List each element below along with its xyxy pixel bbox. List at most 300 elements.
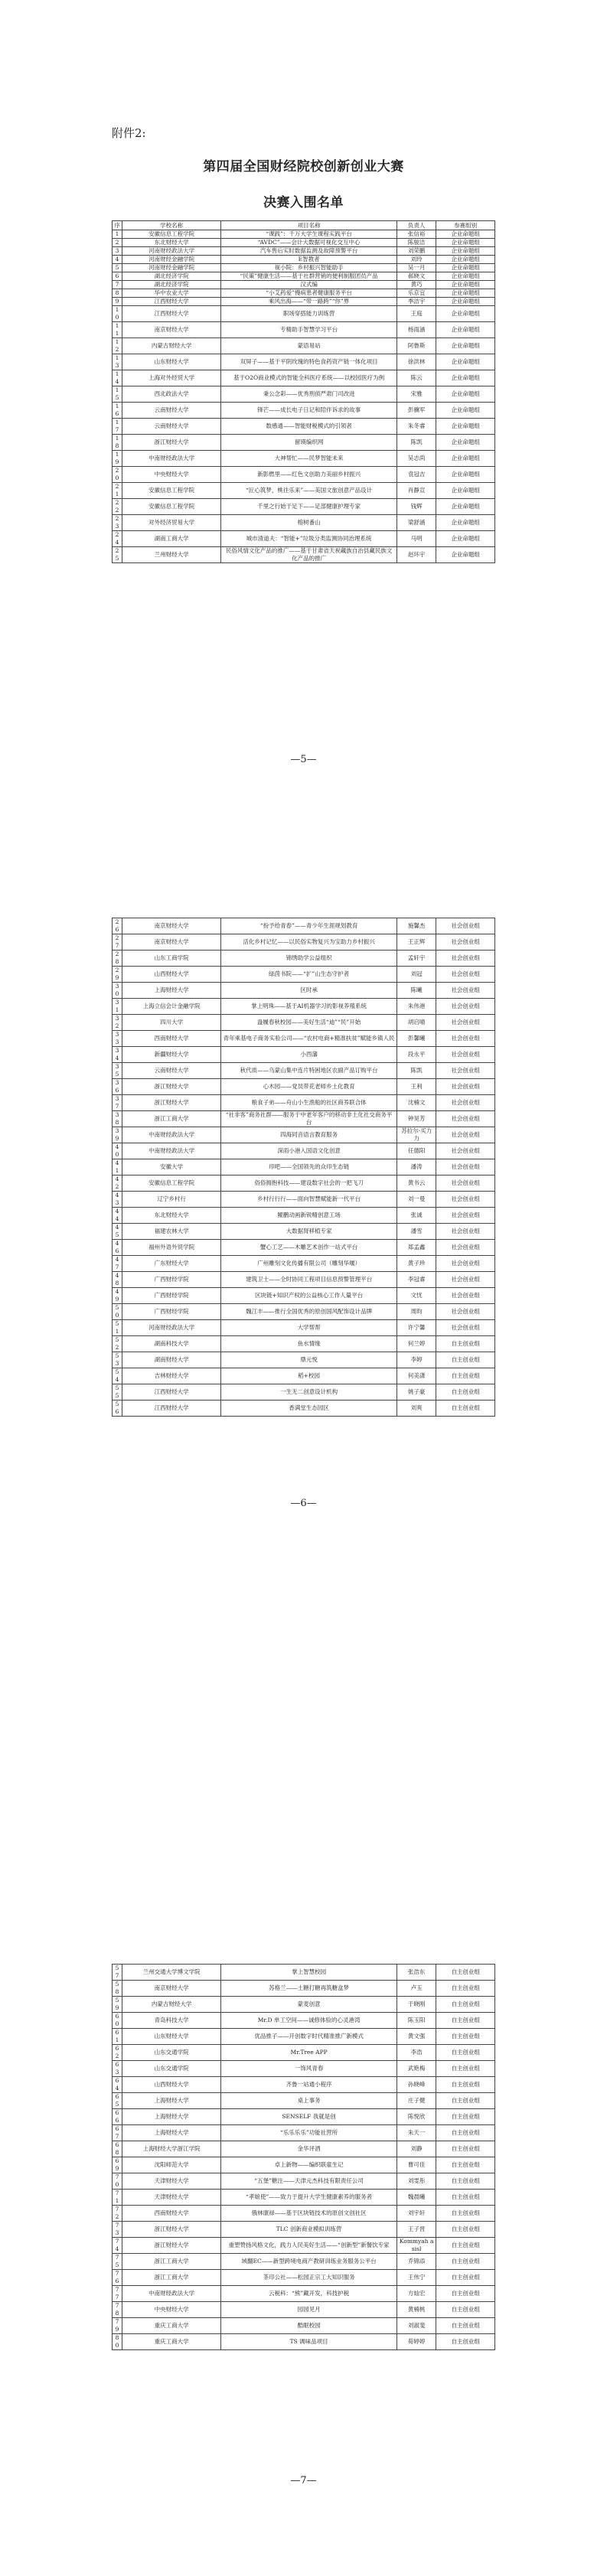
table-row	[113, 1981, 495, 1997]
cell-number: 58	[113, 1981, 122, 1997]
cell-category: 社会创业组	[436, 934, 495, 951]
cell-number: 18	[113, 435, 122, 451]
cell-school: 浙江财经大学	[122, 2222, 221, 2238]
cell-project: 粮食子弟——舟山小生渔船的社区商养联合体	[221, 1095, 397, 1111]
cell-number: 4	[113, 256, 122, 264]
cell-project: 魏江丰——推行全国优秀的原创国风配饰设计品牌	[221, 1304, 397, 1320]
cell-project: 金华评酒	[221, 2141, 397, 2157]
cell-project: 鲲鹏动画新锐精创意工场	[221, 1208, 397, 1224]
cell-leader: 沈楠文	[397, 1095, 436, 1111]
cell-category: 企业命题组	[436, 451, 495, 467]
cell-category: 自主创业组	[436, 2157, 495, 2173]
cell-number: 31	[113, 999, 122, 1015]
cell-project: 榕树番山	[221, 515, 397, 531]
cell-number: 14	[113, 370, 122, 386]
cell-project: 秉公念彩——优秀刑侦严肃门司改进	[221, 386, 397, 403]
cell-number: 23	[113, 515, 122, 531]
cell-number: 29	[113, 967, 122, 983]
cell-number: 41	[113, 1159, 122, 1176]
cell-school: 安徽信息工程学院	[122, 1176, 221, 1192]
cell-leader: 王庭	[397, 306, 436, 322]
cell-leader: 刘宇轩	[397, 2206, 436, 2222]
cell-school: 中央财经大学	[122, 2302, 221, 2318]
cell-number: 27	[113, 934, 122, 951]
table-row	[113, 1304, 495, 1320]
table-row	[113, 547, 495, 563]
cell-project: 大神帮忙——民梦智能未来	[221, 451, 397, 467]
table-row	[113, 1031, 495, 1047]
table-row	[113, 2270, 495, 2286]
cell-project: E智教者	[221, 256, 397, 264]
cell-category: 社会创业组	[436, 1063, 495, 1079]
table-row	[113, 918, 495, 934]
table-row	[113, 239, 495, 247]
cell-number: 80	[113, 2334, 122, 2350]
cell-leader: 何兰婷	[397, 1336, 436, 1352]
cell-project: 鱼水情缘	[221, 1336, 397, 1352]
table-row	[113, 1015, 495, 1031]
cell-school: 南京财经大学	[122, 918, 221, 934]
cell-leader: 卢玉	[397, 1981, 436, 1997]
cell-project: 锦绣助学公益组织	[221, 951, 397, 967]
cell-school: 山东工商学院	[122, 951, 221, 967]
cell-school: 云南财经大学	[122, 403, 221, 419]
header-number: 序	[113, 221, 122, 230]
cell-school: 中央财经大学	[122, 467, 221, 483]
cell-school: 浙江工商大学	[122, 2270, 221, 2286]
cell-leader: 刘淑斐	[397, 2318, 436, 2334]
cell-number: 33	[113, 1031, 122, 1047]
cell-number: 12	[113, 338, 122, 354]
cell-project: 新影燃里——红色文创助力美丽乡村振兴	[221, 467, 397, 483]
cell-category: 企业命题组	[436, 499, 495, 515]
cell-number: 53	[113, 1352, 122, 1368]
table-row	[113, 2141, 495, 2157]
cell-category: 自主创业组	[436, 2190, 495, 2206]
table-row	[113, 2302, 495, 2318]
table-row	[113, 1352, 495, 1368]
cell-number: 55	[113, 1384, 122, 1400]
cell-category: 社会创业组	[436, 1047, 495, 1063]
cell-number: 57	[113, 1965, 122, 1981]
table-row	[113, 2109, 495, 2125]
page-number: —5—	[290, 754, 317, 765]
cell-category: 社会创业组	[436, 951, 495, 967]
table-row	[113, 256, 495, 264]
table-row	[113, 2061, 495, 2077]
cell-category: 自主创业组	[436, 2077, 495, 2093]
cell-leader: 潘涛	[397, 1159, 436, 1176]
cell-leader: 朱伟港	[397, 999, 436, 1015]
cell-school: 南京财经大学	[122, 1981, 221, 1997]
table-row	[113, 298, 495, 306]
cell-category: 社会创业组	[436, 1208, 495, 1224]
cell-number: 15	[113, 386, 122, 403]
cell-leader: 孙晓峰	[397, 2077, 436, 2093]
cell-school: 山东交通学院	[122, 2061, 221, 2077]
cell-project: “社非客”商务社群——服务于中老年客户的移动非土化社交商务平台	[221, 1111, 397, 1127]
table-row	[113, 2093, 495, 2109]
cell-school: 重庆工商大学	[122, 2334, 221, 2350]
table-row	[113, 1192, 495, 1208]
cell-school: 中南财经政法大学	[122, 1127, 221, 1143]
cell-project: 稻+校园	[221, 1368, 397, 1384]
table-row	[113, 322, 495, 338]
table-row	[113, 2238, 495, 2254]
cell-project: “AVDC”——会计大数据可视化交互中心	[221, 239, 397, 247]
cell-project: 乘风出海——“带一路跨”“你”界	[221, 298, 397, 306]
cell-number: 35	[113, 1063, 122, 1079]
cell-leader: 乐京宜	[397, 289, 436, 298]
cell-number: 76	[113, 2270, 122, 2286]
cell-school: 浙江财经大学	[122, 435, 221, 451]
cell-number: 21	[113, 483, 122, 499]
cell-category: 企业命题组	[436, 547, 495, 563]
cell-leader: 荀婷婷	[397, 2334, 436, 2350]
cell-number: 63	[113, 2061, 122, 2077]
table-row	[113, 467, 495, 483]
cell-number: 48	[113, 1272, 122, 1288]
cell-school: 山东财经大学	[122, 354, 221, 370]
table-row	[113, 951, 495, 967]
cell-leader: 曹可佳	[397, 2157, 436, 2173]
cell-leader: 陈骏洁	[397, 239, 436, 247]
cell-number: 75	[113, 2254, 122, 2270]
cell-category: 自主创业组	[436, 2029, 495, 2045]
cell-category: 企业命题组	[436, 515, 495, 531]
cell-number: 65	[113, 2093, 122, 2109]
cell-number: 42	[113, 1176, 122, 1192]
page-2	[0, 859, 607, 1717]
cell-school: 吉林财经大学	[122, 1368, 221, 1384]
header-project: 项目名称	[221, 221, 397, 230]
cell-leader: 陈曦	[397, 983, 436, 999]
cell-category: 社会创业组	[436, 1111, 495, 1127]
cell-number: 72	[113, 2206, 122, 2222]
page-1	[0, 0, 607, 859]
cell-school: 湖北经济学院	[122, 281, 221, 289]
cell-leader: 钱辉	[397, 499, 436, 515]
cell-category: 自主创业组	[436, 2302, 495, 2318]
cell-number: 52	[113, 1336, 122, 1352]
cell-project: 酷眠校园	[221, 2318, 397, 2334]
cell-school: 西南财经大学	[122, 2206, 221, 2222]
cell-category: 企业命题组	[436, 467, 495, 483]
cell-category: 社会创业组	[436, 1304, 495, 1320]
cell-category: 自主创业组	[436, 2286, 495, 2302]
table-row	[113, 1336, 495, 1352]
cell-number: 43	[113, 1192, 122, 1208]
cell-leader: 刘玲	[397, 256, 436, 264]
cell-leader: 方灿宏	[397, 2286, 436, 2302]
cell-category: 自主创业组	[436, 1965, 495, 1981]
cell-category: 企业命题组	[436, 239, 495, 247]
cell-project: “小艾药爱”慢病患者健康服务平台	[221, 289, 397, 298]
cell-category: 自主创业组	[436, 2141, 495, 2157]
cell-project: 区块链+知识产权的公益核心工作人量平台	[221, 1288, 397, 1304]
cell-school: 浙江工商大学	[122, 2254, 221, 2270]
cell-school: 重庆工商大学	[122, 2318, 221, 2334]
table-row	[113, 2173, 495, 2190]
table-row	[113, 1127, 495, 1143]
table-row	[113, 435, 495, 451]
cell-category: 企业命题组	[436, 272, 495, 281]
cell-category: 自主创业组	[436, 1352, 495, 1368]
cell-category: 社会创业组	[436, 1288, 495, 1304]
cell-project: 鼎元悦	[221, 1352, 397, 1368]
header-leader: 负责人	[397, 221, 436, 230]
cell-school: 浙江财经大学	[122, 2238, 221, 2254]
cell-project: “民策”健康生活——基于社群营销的便利制服团员产品	[221, 272, 397, 281]
cell-leader: 彭馨曦	[397, 1031, 436, 1047]
finalist-table-part-1	[112, 220, 495, 563]
cell-category: 企业命题组	[436, 322, 495, 338]
cell-project: “五堡”糖注——天津元杰科技有限责任公司	[221, 2173, 397, 2190]
cell-school: 天津财经大学	[122, 2190, 221, 2206]
table-row	[113, 306, 495, 322]
cell-project: 蟹心工艺——木雕艺术创作一站式平台	[221, 1240, 397, 1256]
cell-leader: 黄文强	[397, 2029, 436, 2045]
cell-leader: 许宁馨	[397, 1320, 436, 1336]
cell-number: 3	[113, 247, 122, 256]
cell-project: Mr.D 单工空间——诚修体验的心灵港湾	[221, 2013, 397, 2029]
table-row	[113, 2029, 495, 2045]
cell-school: 东北财经大学	[122, 1208, 221, 1224]
cell-leader: 肖静宣	[397, 483, 436, 499]
table-row	[113, 2077, 495, 2093]
cell-project: 数感通——智能财税模式的引领者	[221, 419, 397, 435]
cell-leader: 徐洪林	[397, 354, 436, 370]
cell-number: 7	[113, 281, 122, 289]
cell-school: 云南财经大学	[122, 1063, 221, 1079]
table-row	[113, 1063, 495, 1079]
cell-school: 内蒙古财经大学	[122, 338, 221, 354]
cell-category: 自主创业组	[436, 2093, 495, 2109]
cell-number: 28	[113, 951, 122, 967]
cell-leader: 王子晋	[397, 2222, 436, 2238]
cell-school: 湖北经济学院	[122, 272, 221, 281]
table-row	[113, 354, 495, 370]
table-row	[113, 2190, 495, 2206]
cell-project: 双屏子——基于平阴玫瑰的特色食药资产链一体化项目	[221, 354, 397, 370]
cell-category: 企业命题组	[436, 386, 495, 403]
cell-number: 26	[113, 918, 122, 934]
table-row	[113, 1997, 495, 2013]
cell-school: 上海立信会计金融学院	[122, 999, 221, 1015]
cell-school: 四川大学	[122, 1015, 221, 1031]
cell-project: 专精助手智慧学习平台	[221, 322, 397, 338]
cell-school: 江西财经大学	[122, 298, 221, 306]
cell-number: 40	[113, 1143, 122, 1159]
cell-project: 桌上事务	[221, 2093, 397, 2109]
cell-leader: 刘荣鹏	[397, 247, 436, 256]
cell-number: 19	[113, 451, 122, 467]
cell-leader: 王正辉	[397, 934, 436, 951]
cell-category: 社会创业组	[436, 999, 495, 1015]
cell-category: 社会创业组	[436, 918, 495, 934]
cell-leader: 任德阳	[397, 1143, 436, 1159]
cell-school: 青岛科技大学	[122, 2013, 221, 2029]
table-row	[113, 289, 495, 298]
cell-school: 云南财经大学	[122, 419, 221, 435]
cell-leader: 何美潇	[397, 1368, 436, 1384]
cell-category: 企业命题组	[436, 298, 495, 306]
cell-leader: 张诚	[397, 1208, 436, 1224]
cell-number: 73	[113, 2222, 122, 2238]
cell-school: 上海财经大学	[122, 2093, 221, 2109]
cell-school: 新疆财经大学	[122, 1047, 221, 1063]
cell-school: 湖南科技大学	[122, 1336, 221, 1352]
cell-school: 内蒙古财经大学	[122, 1997, 221, 2013]
cell-school: 兰州财经大学	[122, 547, 221, 563]
cell-school: 浙江工商大学	[122, 1111, 221, 1127]
header-school: 学校名称	[122, 221, 221, 230]
cell-project: 蒙语易站	[221, 338, 397, 354]
table-row	[113, 1400, 495, 1417]
cell-project: 职场穿搭能力训练营	[221, 306, 397, 322]
cell-project: 云税科：“熊”藏开发，科技护税	[221, 2286, 397, 2302]
cell-school: 西南财经大学	[122, 1031, 221, 1047]
cell-category: 企业命题组	[436, 247, 495, 256]
cell-project: 汽车售后实时数据监测及故障预警平台	[221, 247, 397, 256]
cell-number: 45	[113, 1224, 122, 1240]
cell-leader: 钟昊芳	[397, 1111, 436, 1127]
cell-category: 自主创业组	[436, 2222, 495, 2238]
table-row	[113, 531, 495, 547]
cell-number: 78	[113, 2302, 122, 2318]
table-row	[113, 1224, 495, 1240]
table-row	[113, 2254, 495, 2270]
cell-category: 自主创业组	[436, 1981, 495, 1997]
cell-project: 四海同音语言教育服务	[221, 1127, 397, 1143]
table-row	[113, 1384, 495, 1400]
table-row	[113, 1272, 495, 1288]
cell-project: SENSELF 我就是创	[221, 2109, 397, 2125]
table-row	[113, 2045, 495, 2061]
cell-project: 齐鲁一站通小程序	[221, 2077, 397, 2093]
cell-category: 自主创业组	[436, 2270, 495, 2286]
document-title: 第四届全国财经院校创新创业大赛	[203, 159, 404, 174]
cell-leader: 文忧	[397, 1288, 436, 1304]
cell-school: 山东交通学院	[122, 2045, 221, 2061]
cell-leader: 刘雯彤	[397, 2173, 436, 2190]
cell-leader: 吴志尚	[397, 451, 436, 467]
cell-project: Mr.Tree APP	[221, 2045, 397, 2061]
cell-category: 自主创业组	[436, 2206, 495, 2222]
cell-leader: 彭骥军	[397, 403, 436, 419]
cell-leader: 乔锦添	[397, 2254, 436, 2270]
cell-number: 1	[113, 230, 122, 239]
cell-project: 俄林康禄——基于区块链技术的原创文创社区	[221, 2206, 397, 2222]
cell-number: 66	[113, 2109, 122, 2125]
table-row	[113, 2125, 495, 2141]
cell-leader: 李浩	[397, 2045, 436, 2061]
cell-project: 掌上明珠——基于AI机器学习的影视养殖系统	[221, 999, 397, 1015]
table-row	[113, 934, 495, 951]
cell-number: 70	[113, 2173, 122, 2190]
cell-leader: 陈云	[397, 370, 436, 386]
table-row	[113, 967, 495, 983]
cell-project: TS 调味品项目	[221, 2334, 397, 2350]
cell-category: 社会创业组	[436, 1176, 495, 1192]
cell-school: 江西财经大学	[122, 1384, 221, 1400]
cell-number: 36	[113, 1079, 122, 1095]
cell-leader: 季洁宇	[397, 298, 436, 306]
cell-school: 山西财经大学	[122, 967, 221, 983]
cell-project: 卓上新物——编织联童生记	[221, 2157, 397, 2173]
table-row	[113, 1288, 495, 1304]
cell-leader: 杨雨涵	[397, 322, 436, 338]
cell-leader: 段永平	[397, 1047, 436, 1063]
table-row	[113, 2013, 495, 2029]
cell-category: 企业命题组	[436, 483, 495, 499]
cell-number: 59	[113, 1997, 122, 2013]
cell-project: 小西藩	[221, 1047, 397, 1063]
cell-leader: 潘雪	[397, 1224, 436, 1240]
cell-category: 社会创业组	[436, 1143, 495, 1159]
cell-leader: 袁冠吉	[397, 467, 436, 483]
cell-school: 广西财经学院	[122, 1288, 221, 1304]
cell-number: 38	[113, 1111, 122, 1127]
table-row	[113, 1111, 495, 1127]
cell-category: 企业命题组	[436, 306, 495, 322]
cell-category: 企业命题组	[436, 403, 495, 419]
cell-leader: 黄巧	[397, 281, 436, 289]
cell-number: 79	[113, 2318, 122, 2334]
cell-school: 上海财经大学	[122, 2125, 221, 2141]
cell-project: 俗俗拥抱科技——建设数字社会的一把飞刀	[221, 1176, 397, 1192]
cell-leader: 黄子珍	[397, 1256, 436, 1272]
cell-category: 企业命题组	[436, 230, 495, 239]
cell-school: 河南财经金融学院	[122, 264, 221, 272]
table-row	[113, 1965, 495, 1981]
cell-project: 民俗风情文化产品的推广——基于甘肃省天祝藏族自治县藏民族文化产品的推广	[221, 547, 397, 563]
cell-school: 浙江财经大学	[122, 1095, 221, 1111]
table-row	[113, 247, 495, 256]
cell-category: 社会创业组	[436, 1192, 495, 1208]
cell-project: 一饰风青春	[221, 2061, 397, 2077]
cell-number: 39	[113, 1127, 122, 1143]
cell-project: 一生无二创意设计机构	[221, 1384, 397, 1400]
cell-number: 25	[113, 547, 122, 563]
cell-project: 茶印公社——松园正宗工大知识服务	[221, 2270, 397, 2286]
table-row	[113, 419, 495, 435]
cell-category: 社会创业组	[436, 1272, 495, 1288]
table-row	[113, 264, 495, 272]
cell-project: 深雨小港入国语文化创意	[221, 1143, 397, 1159]
cell-project: “扮予给青春”——青少年生涯规划教育	[221, 918, 397, 934]
cell-category: 企业命题组	[436, 419, 495, 435]
cell-number: 9	[113, 298, 122, 306]
cell-category: 企业命题组	[436, 289, 495, 298]
cell-project: 苏格兰——土糖打糖再筑糖盒梦	[221, 1981, 397, 1997]
cell-category: 社会创业组	[436, 1320, 495, 1336]
cell-project: 重塑赞扬风格文化，践力人民美好生活——“创新型”新餐饮专家	[221, 2238, 397, 2254]
cell-project: 掌上智慧校园	[221, 1965, 397, 1981]
cell-leader: 姚子豪	[397, 1384, 436, 1400]
table-row	[113, 1047, 495, 1063]
table-row	[113, 1176, 495, 1192]
cell-leader: 阿鲁斯	[397, 338, 436, 354]
cell-leader: 刘冠	[397, 967, 436, 983]
cell-category: 企业命题组	[436, 354, 495, 370]
cell-number: 60	[113, 2013, 122, 2029]
cell-project: 秋代质——乌蒙山集中连片特困地区农副产品订购平台	[221, 1063, 397, 1079]
cell-category: 自主创业组	[436, 2173, 495, 2190]
cell-project: 园园见月	[221, 2302, 397, 2318]
cell-school: 安徽信息工程学院	[122, 483, 221, 499]
cell-category: 自主创业组	[436, 1384, 495, 1400]
